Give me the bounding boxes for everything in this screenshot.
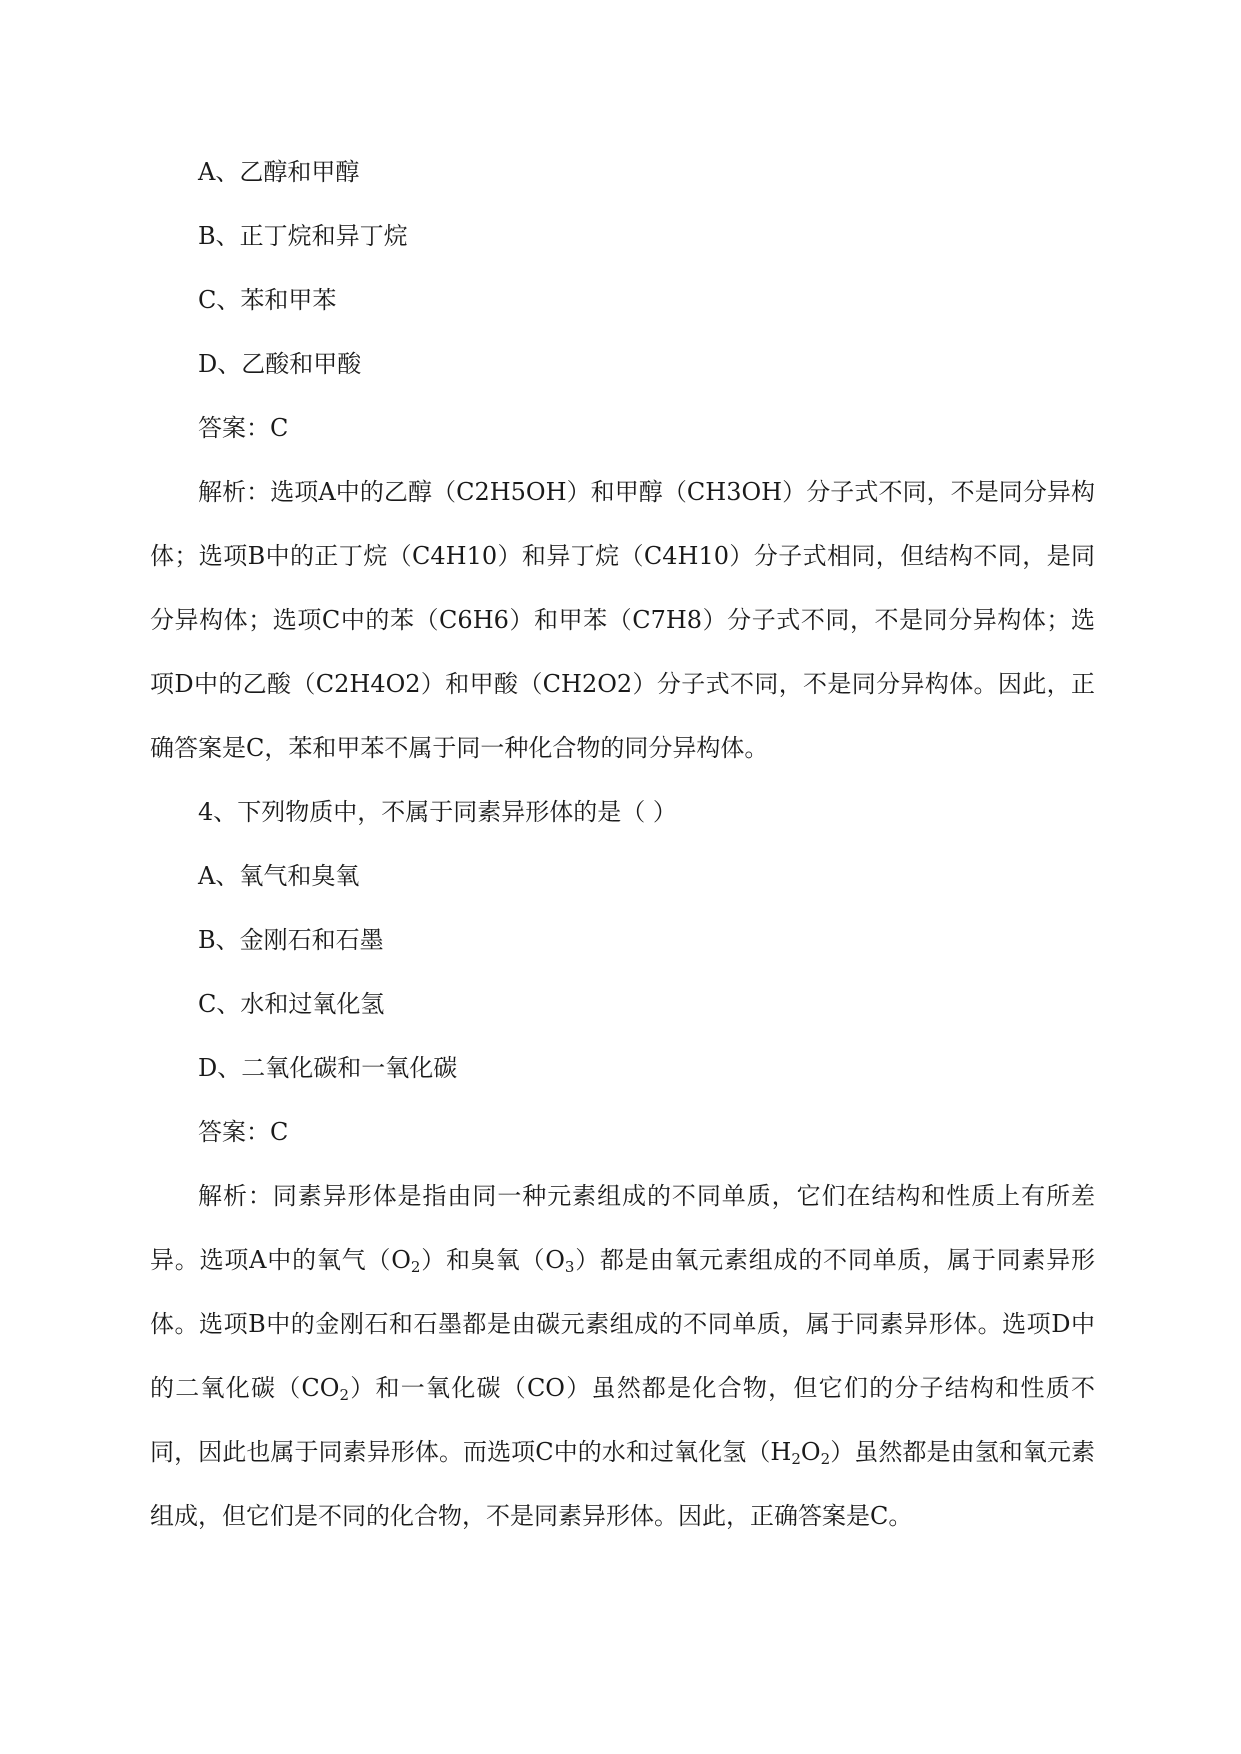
q4-analysis-text-5: O (800, 1438, 821, 1466)
q4-analysis-text-3: ）都是由氧元素组成的不同单质，属于同素异形体。选项B中的金刚石和石墨都是由碳元素组成的不同单质，属于同素异形体。选项D中的二氧化碳（CO (150, 1246, 1095, 1402)
q4-analysis-text-2: ）和臭氧（O (420, 1246, 565, 1274)
q4-analysis-text-6: ）虽然都是由氢和氧元素组成，但它们是不同的化合物，不是同素异形体。因此，正确答案是C。 (150, 1438, 1096, 1530)
q4-option-b: B、金刚石和石墨 (198, 926, 384, 954)
q4-option-d: D、二氧化碳和一氧化碳 (198, 1054, 458, 1082)
q4-option-a: A、氧气和臭氧 (198, 862, 360, 890)
q4-option-c: C、水和过氧化氢 (198, 990, 385, 1018)
q3-option-b: B、正丁烷和异丁烷 (198, 222, 408, 250)
q3-analysis: 解析：选项A中的乙醇（C2H5OH）和甲醇（CH3OH）分子式不同，不是同分异构体；选项B中的正丁烷（C4H10）和异丁烷（C4H10）分子式相同，但结构不同，是同分异构体；选项C中的苯（C6H6）和甲苯（C7H8）分子式不同，不是同分异构体；选项D中的乙酸（C2H4O2）和甲酸（CH2O2）分子式不同，不是同分异构体。因此，正确答案是C，苯和甲苯不属于同一种化合物的同分异构体。 (150, 478, 1095, 762)
q4-question: 4、下列物质中，不属于同素异形体的是（ ） (198, 798, 677, 826)
document-page (150, 140, 1095, 1548)
q3-option-a: A、乙醇和甲醇 (198, 158, 360, 186)
q4-analysis-text-1: 解析：同素异形体是指由同一种元素组成的不同单质，它们在结构和性质上有所差异。选项A中的氧气（O (150, 1182, 1095, 1274)
q4-analysis-sub-4: 2 (791, 1450, 801, 1468)
q4-analysis-sub-2: 3 (564, 1258, 575, 1276)
q3-option-c: C、苯和甲苯 (198, 286, 337, 314)
q4-analysis-sub-3: 2 (339, 1386, 350, 1404)
q4-analysis-sub-5: 2 (820, 1450, 831, 1468)
q4-analysis-text-4: ）和一氧化碳（CO）虽然都是化合物，但它们的分子结构和性质不同，因此也属于同素异形体。而选项C中的水和过氧化氢（H (150, 1374, 1095, 1466)
q3-answer: 答案：C (198, 414, 289, 442)
q4-answer: 答案：C (198, 1118, 289, 1146)
q4-analysis-sub-1: 2 (410, 1258, 421, 1276)
q3-option-d: D、乙酸和甲酸 (198, 350, 362, 378)
q4-analysis (150, 1164, 1095, 1548)
